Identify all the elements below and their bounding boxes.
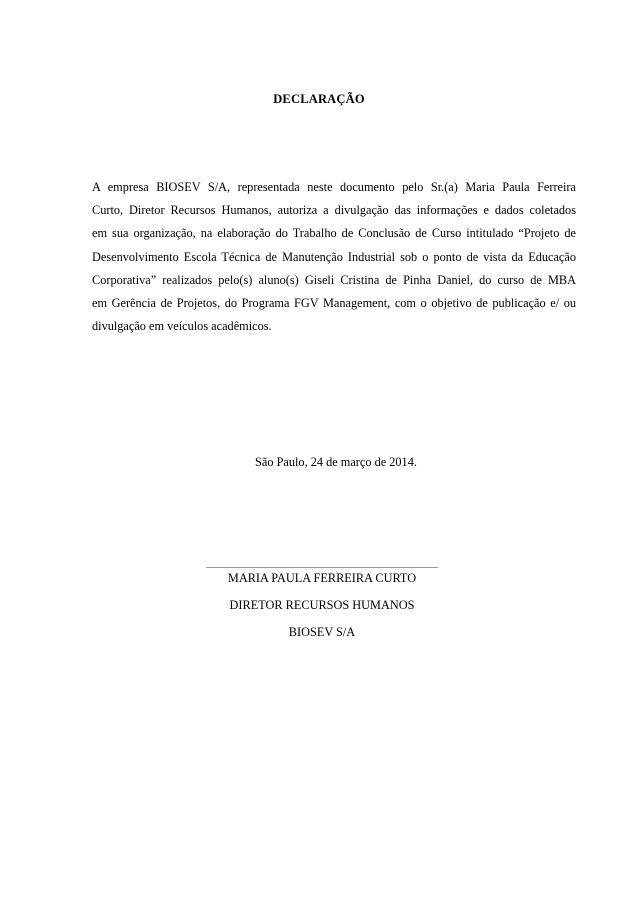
body-line-6: em Gerência de Projetos, do Programa FGV Management, com o objetivo de publicação e/ ou (92, 295, 576, 310)
body-line-5: Corporativa” realizados pelo(s) aluno(s) Giseli Cristina de Pinha Daniel, do curso de MBA (92, 272, 576, 287)
signatory-role: DIRETOR RECURSOS HUMANOS (229, 598, 415, 612)
document-title: DECLARAÇÃO (273, 92, 365, 106)
declaration-body (92, 176, 576, 338)
body-line-4: Desenvolvimento Escola Técnica de Manutenção Industrial sob o ponto de vista da Educação (92, 249, 576, 264)
signatory-name: MARIA PAULA FERREIRA CURTO (227, 571, 417, 585)
body-line-3: em sua organização, na elaboração do Trabalho de Conclusão de Curso intitulado “Projeto de (92, 226, 576, 241)
signature-rule (206, 567, 438, 568)
body-line-1: A empresa BIOSEV S/A, representada neste documento pelo Sr.(a) Maria Paula Ferreira (92, 180, 576, 194)
signatory-company: BIOSEV S/A (288, 625, 356, 639)
body-line-2: Curto, Diretor Recursos Humanos, autoriza a divulgação das informações e dados coletados (92, 203, 576, 218)
date-location-line: São Paulo, 24 de março de 2014. (255, 455, 417, 469)
body-line-7: divulgação em veículos acadêmicos. (92, 319, 272, 334)
